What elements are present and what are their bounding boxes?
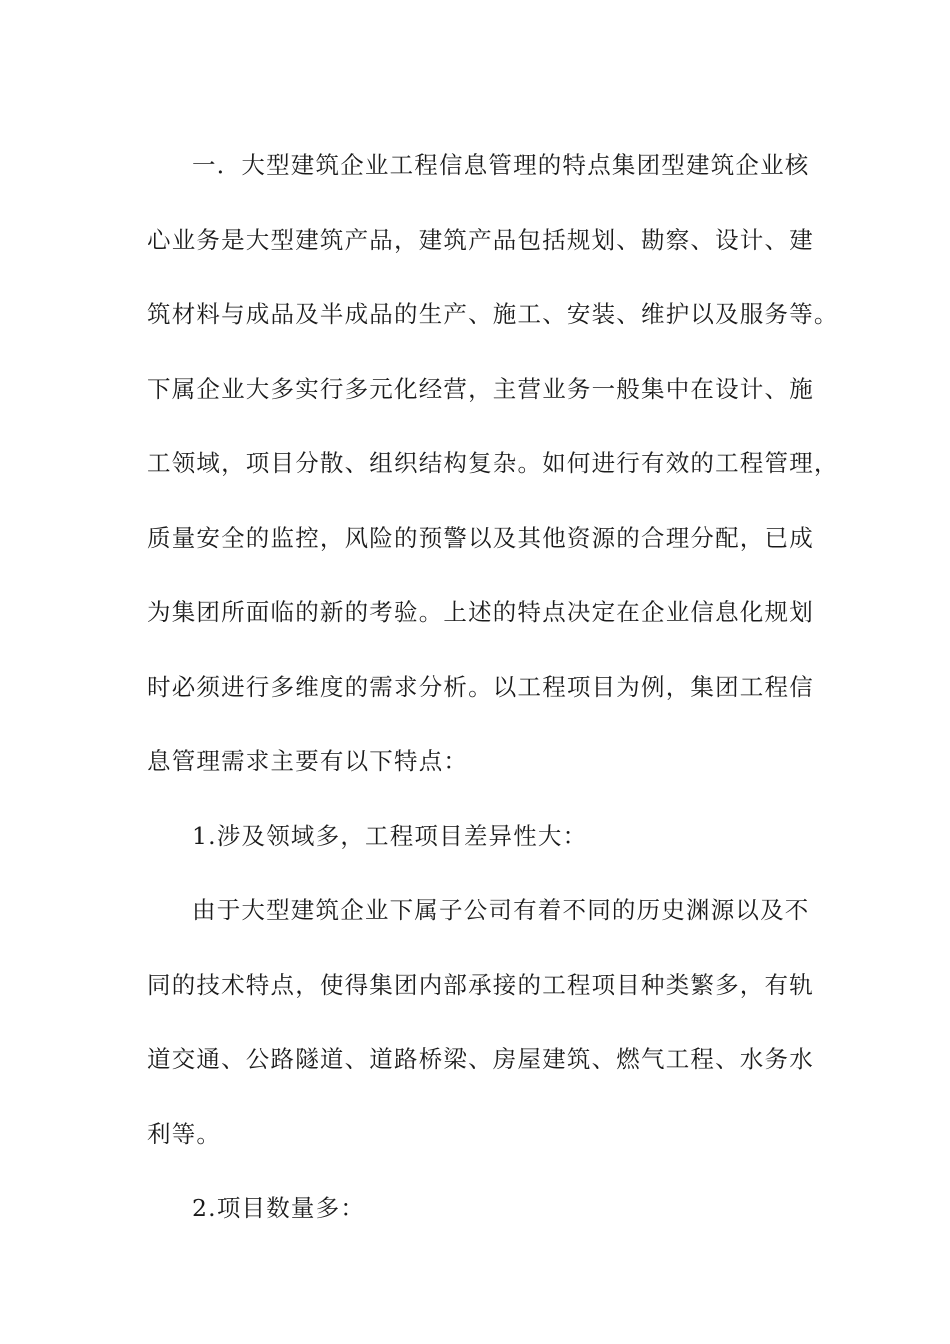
paragraph-line: 息管理需求主要有以下特点： [147, 747, 469, 775]
paragraph-line: 心业务是大型建筑产品，建筑产品包括规划、勘察、设计、建 [147, 225, 814, 254]
document-body [147, 128, 839, 1246]
paragraph-line: 下属企业大多实行多元化经营，主营业务一般集中在设计、施 [147, 374, 814, 403]
paragraph-line: 利等。 [147, 1119, 222, 1148]
paragraph-line: 同的技术特点，使得集团内部承接的工程项目种类繁多，有轨 [147, 970, 814, 999]
section-heading: 1.涉及领域多，工程项目差异性大： [192, 821, 588, 850]
paragraph-line: 时必须进行多维度的需求分析。以工程项目为例，集团工程信 [147, 672, 814, 701]
paragraph-line: 工领域，项目分散、组织结构复杂。如何进行有效的工程管理， [147, 449, 839, 477]
paragraph-line: 一．大型建筑企业工程信息管理的特点集团型建筑企业核 [192, 151, 810, 179]
paragraph-line: 质量安全的监控，风险的预警以及其他资源的合理分配，已成 [147, 523, 814, 552]
paragraph-line: 为集团所面临的新的考验。上述的特点决定在企业信息化规划 [147, 598, 814, 626]
paragraph-line: 道交通、公路隧道、道路桥梁、房屋建筑、燃气工程、水务水 [147, 1045, 814, 1073]
paragraph-line: 由于大型建筑企业下属子公司有着不同的历史渊源以及不 [192, 896, 810, 924]
paragraph-line: 筑材料与成品及半成品的生产、施工、安装、维护以及服务等。 [147, 300, 839, 328]
section-heading: 2.项目数量多： [192, 1194, 366, 1222]
